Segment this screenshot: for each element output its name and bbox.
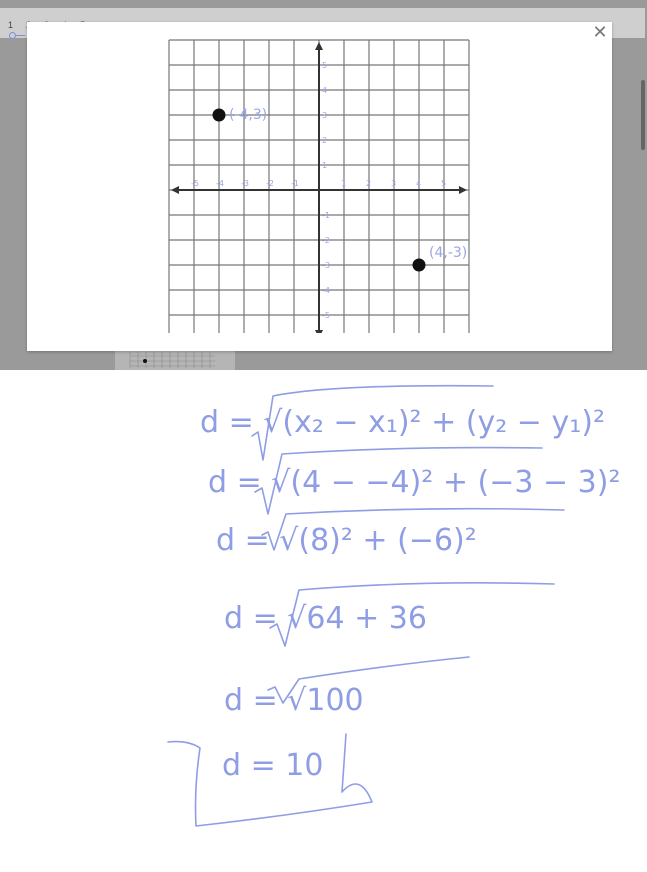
equation-line-3: d = √(8)² + (−6)² — [216, 523, 477, 558]
y-tick-label: 5 — [322, 61, 328, 70]
x-tick-label: 5 — [441, 179, 447, 188]
data-point-label: (4,-3) — [429, 245, 468, 261]
coordinate-graph — [167, 38, 472, 333]
slider-track[interactable] — [15, 35, 25, 36]
x-tick-label: 3 — [391, 179, 397, 188]
answer-line: d = 10 — [222, 748, 324, 783]
x-tick-label: -3 — [241, 179, 249, 188]
page-thumbnail[interactable] — [115, 350, 235, 370]
page-tab-1[interactable]: 1 — [8, 20, 14, 30]
x-tick-label: -5 — [191, 179, 199, 188]
x-tick-label: 4 — [416, 179, 422, 188]
data-point-label: (-4,3) — [229, 107, 268, 123]
equation-line-1: d = √(x₂ − x₁)² + (y₂ − y₁)² — [200, 405, 605, 440]
y-tick-label: 2 — [322, 136, 328, 145]
image-modal — [27, 22, 612, 351]
close-icon[interactable]: ✕ — [592, 22, 608, 42]
y-tick-label: -5 — [322, 311, 330, 320]
x-axis-arrow-left — [171, 186, 179, 194]
y-tick-label: -3 — [322, 261, 330, 270]
y-tick-label: -4 — [322, 286, 330, 295]
equation-line-2: d = √(4 − −4)² + (−3 − 3)² — [208, 465, 621, 500]
x-axis-arrow-right — [459, 186, 467, 194]
scrollbar[interactable] — [641, 80, 645, 150]
x-tick-label: 2 — [366, 179, 372, 188]
y-tick-label: 4 — [322, 86, 328, 95]
equation-line-5: d = √100 — [224, 683, 364, 718]
y-axis-arrow-down — [315, 330, 323, 333]
handwritten-work — [0, 370, 647, 872]
x-tick-label: 1 — [341, 179, 347, 188]
x-tick-label: -1 — [291, 179, 299, 188]
data-point — [213, 109, 226, 122]
x-tick-label: -2 — [266, 179, 274, 188]
y-axis-arrow-up — [315, 42, 323, 50]
y-tick-label: 3 — [322, 111, 328, 120]
y-tick-label: -1 — [322, 211, 330, 220]
y-tick-label: -2 — [322, 236, 330, 245]
y-tick-label: 1 — [322, 161, 328, 170]
x-tick-label: -4 — [216, 179, 224, 188]
thumbnail-grid — [115, 350, 235, 370]
data-point — [413, 259, 426, 272]
equation-line-4: d = √64 + 36 — [224, 601, 427, 636]
